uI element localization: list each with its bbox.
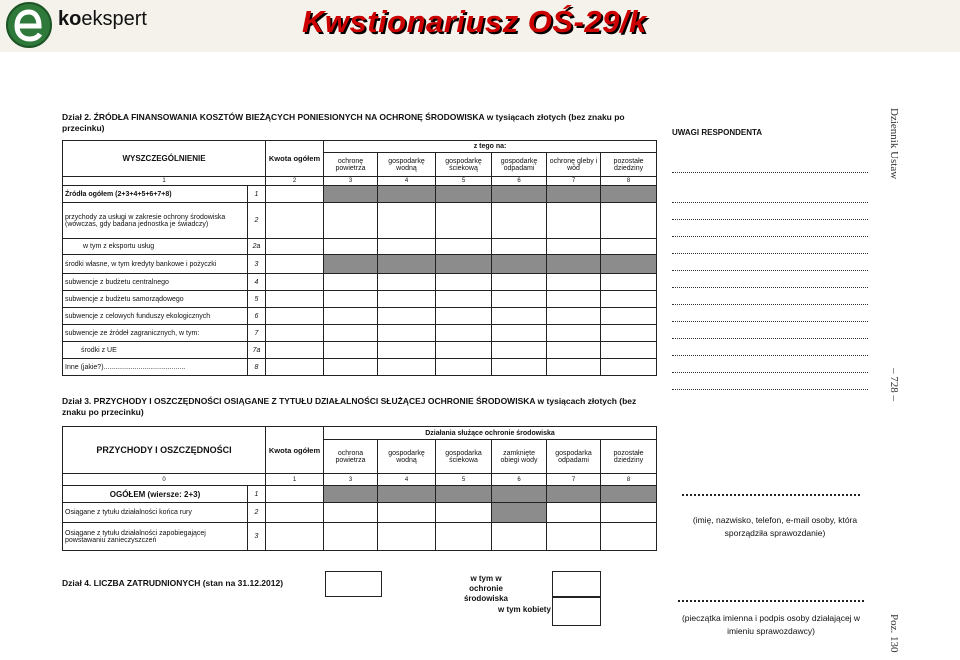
input-cell[interactable] (601, 274, 657, 291)
input-cell[interactable] (378, 291, 436, 308)
input-cell[interactable] (266, 342, 324, 359)
row-label: Osiągane z tytułu działalności zapobiegającej powstawaniu zanieczyszczeń (63, 523, 248, 551)
section3-heading: Dział 3. PRZYCHODY I OSZCZĘDNOŚCI OSIĄGANE Z TYTUŁU DZIAŁALNOŚCI SŁUŻĄCEJ OCHRONIE ŚRODOWISKA w tysiącach złotych (bez znaku po przecinku) (62, 396, 637, 417)
input-cell (436, 255, 492, 274)
table-row (63, 255, 657, 274)
col-number: 4 (378, 177, 436, 186)
row-number: 7a (248, 342, 266, 359)
row-number: 3 (248, 523, 266, 551)
input-cell[interactable] (266, 503, 324, 523)
input-cell[interactable] (324, 523, 378, 551)
remarks-line[interactable] (672, 202, 868, 203)
col-header-main: PRZYCHODY I OSZCZĘDNOŚCI (63, 427, 266, 474)
row-number: 4 (248, 274, 266, 291)
col-header-main: WYSZCZEGÓLNIENIE (63, 141, 266, 177)
input-cell[interactable] (266, 308, 324, 325)
input-cell[interactable] (601, 308, 657, 325)
input-cell[interactable] (266, 274, 324, 291)
input-cell[interactable] (492, 359, 547, 376)
input-cell[interactable] (436, 308, 492, 325)
subcol-header: pozostałe dziedziny (601, 440, 657, 474)
input-cell (436, 486, 492, 503)
koekspert-logo-icon (6, 2, 52, 48)
women-label: w tym kobiety (498, 605, 551, 614)
subcol-header: gospodarka ściekowa (436, 440, 492, 474)
section2-heading: Dział 2. ŹRÓDŁA FINANSOWANIA KOSZTÓW BIEŻĄCYCH PONIESIONYCH NA OCHRONĘ ŚRODOWISKA w tysiącach złotych (bez znaku po przecinku) (62, 112, 625, 133)
input-cell (324, 255, 378, 274)
row-label: subwencje z budżetu samorządowego (63, 291, 248, 308)
input-cell[interactable] (324, 274, 378, 291)
journal-margin-label: Dziennik Ustaw (888, 108, 900, 180)
row-number: 2 (248, 203, 266, 239)
col-number: 1 (63, 177, 266, 186)
remarks-line[interactable] (672, 338, 868, 339)
row-label: środki własne, w tym kredyty bankowe i pożyczki (63, 255, 248, 274)
input-cell[interactable] (266, 325, 324, 342)
col-header-total: Kwota ogółem (266, 141, 324, 177)
input-cell[interactable] (492, 342, 547, 359)
table-row (63, 308, 657, 325)
remarks-line[interactable] (672, 172, 868, 173)
remarks-line[interactable] (672, 270, 868, 271)
table-row (63, 342, 657, 359)
input-cell (601, 255, 657, 274)
input-cell[interactable] (378, 342, 436, 359)
position-margin: Poz. 130 (888, 614, 900, 653)
input-cell[interactable] (378, 523, 436, 551)
row-number: 8 (248, 359, 266, 376)
section4-heading: Dział 4. LICZBA ZATRUDNIONYCH (stan na 31.12.2012) (62, 578, 284, 588)
remarks-line[interactable] (672, 372, 868, 373)
table-row (63, 203, 657, 239)
row-label: subwencje z celowych funduszy ekologicznych (63, 308, 248, 325)
input-cell[interactable] (547, 342, 601, 359)
input-cell[interactable] (547, 325, 601, 342)
row-number: 7 (248, 325, 266, 342)
input-cell[interactable] (547, 274, 601, 291)
remarks-line[interactable] (672, 355, 868, 356)
input-cell[interactable] (601, 239, 657, 255)
input-cell[interactable] (547, 503, 601, 523)
input-cell[interactable] (492, 523, 547, 551)
col-number: 3 (324, 474, 378, 486)
row-number: 1 (248, 186, 266, 203)
input-cell[interactable] (547, 291, 601, 308)
subcol-header: gospodarkę odpadami (492, 153, 547, 177)
input-cell (436, 186, 492, 203)
col-number-row (63, 474, 657, 486)
input-cell (492, 503, 547, 523)
input-cell[interactable] (378, 239, 436, 255)
input-cell[interactable] (601, 523, 657, 551)
row-number: 1 (248, 486, 266, 503)
row-label: w tym z eksportu usług (63, 239, 248, 255)
input-cell[interactable] (378, 325, 436, 342)
input-cell (378, 486, 436, 503)
subcol-header: ochrona powietrza (324, 440, 378, 474)
input-cell[interactable] (492, 239, 547, 255)
row-label: Osiągane z tytułu działalności końca rury (63, 503, 248, 523)
input-cell[interactable] (547, 203, 601, 239)
section3-table (62, 426, 657, 551)
input-cell[interactable] (601, 342, 657, 359)
input-cell (378, 186, 436, 203)
table-row (63, 325, 657, 342)
input-cell[interactable] (266, 486, 324, 503)
remarks-line[interactable] (672, 389, 868, 390)
remarks-label: UWAGI RESPONDENTA (672, 128, 763, 137)
col-number: 6 (492, 177, 547, 186)
input-cell[interactable] (436, 291, 492, 308)
input-cell[interactable] (492, 291, 547, 308)
subcol-header: gospodarkę ściekową (436, 153, 492, 177)
input-cell (601, 486, 657, 503)
input-cell[interactable] (492, 203, 547, 239)
remarks-line[interactable] (672, 253, 868, 254)
input-cell[interactable] (378, 359, 436, 376)
subcol-header: zamknięte obiegi wody (492, 440, 547, 474)
brand-name: koekspert (58, 8, 147, 30)
input-cell[interactable] (547, 239, 601, 255)
input-cell[interactable] (266, 203, 324, 239)
table-row (63, 359, 657, 376)
section2-table (62, 140, 657, 376)
subcol-header: gospodarka odpadami (547, 440, 601, 474)
row-number: 2 (248, 503, 266, 523)
remarks-line[interactable] (672, 236, 868, 237)
col-number: 5 (436, 177, 492, 186)
input-cell[interactable] (378, 274, 436, 291)
input-cell (547, 255, 601, 274)
input-cell[interactable] (492, 325, 547, 342)
input-cell[interactable] (436, 325, 492, 342)
col-number: 3 (324, 177, 378, 186)
input-cell (547, 486, 601, 503)
input-cell[interactable] (436, 239, 492, 255)
header-banner (0, 0, 960, 52)
input-cell[interactable] (601, 203, 657, 239)
input-cell (492, 255, 547, 274)
stamp-caption: (pieczątka imienna i podpis osoby działającej w imieniu sprawozdawcy) (681, 613, 861, 636)
row-label: subwencje z budżetu centralnego (63, 274, 248, 291)
row-number: 6 (248, 308, 266, 325)
subcol-header: gospodarkę wodną (378, 440, 436, 474)
env-employees-label: w tym w ochronie środowiska (463, 574, 508, 603)
input-cell[interactable] (547, 359, 601, 376)
input-cell[interactable] (324, 291, 378, 308)
subcol-header: ochronę powietrza (324, 153, 378, 177)
col-number: 2 (266, 177, 324, 186)
col-number: 6 (492, 474, 547, 486)
input-cell[interactable] (547, 523, 601, 551)
row-label: Źródła ogółem (2+3+4+5+6+7+8) (63, 186, 248, 203)
input-cell[interactable] (436, 503, 492, 523)
col-header-total: Kwota ogółem (266, 427, 324, 474)
input-cell[interactable] (378, 308, 436, 325)
input-cell[interactable] (324, 359, 378, 376)
input-cell[interactable] (266, 359, 324, 376)
col-number: 8 (601, 474, 657, 486)
input-cell[interactable] (324, 503, 378, 523)
col-header-group: Działania służące ochronie środowiska (324, 427, 657, 440)
input-cell[interactable] (324, 203, 378, 239)
row-label: Inne (jakie?).......................................... (63, 359, 248, 376)
input-cell (492, 186, 547, 203)
subcol-header: ochronę gleby i wód (547, 153, 601, 177)
input-cell (324, 486, 378, 503)
remarks-line[interactable] (672, 321, 868, 322)
table-row (63, 523, 657, 551)
input-cell[interactable] (266, 255, 324, 274)
input-cell[interactable] (492, 274, 547, 291)
env-employees-field[interactable] (552, 571, 601, 598)
input-cell[interactable] (547, 308, 601, 325)
table-row (63, 486, 657, 503)
input-cell[interactable] (492, 308, 547, 325)
subcol-header: pozostałe dziedziny (601, 153, 657, 177)
input-cell[interactable] (378, 503, 436, 523)
input-cell[interactable] (266, 239, 324, 255)
input-cell[interactable] (436, 274, 492, 291)
input-cell (492, 486, 547, 503)
col-number: 7 (547, 474, 601, 486)
col-number-row (63, 177, 657, 186)
col-number: 4 (378, 474, 436, 486)
women-field[interactable] (552, 596, 601, 626)
input-cell[interactable] (601, 359, 657, 376)
row-label: OGÓŁEM (wiersze: 2+3) (63, 486, 248, 503)
row-label: subwencje ze źródeł zagranicznych, w tym: (63, 325, 248, 342)
input-cell[interactable] (266, 291, 324, 308)
page-number-margin: – 728 – (888, 368, 900, 401)
col-number: 5 (436, 474, 492, 486)
col-header-group: z tego na: (324, 141, 657, 153)
preparer-caption: (imię, nazwisko, telefon, e-mail osoby, która sporządziła sprawozdanie) (692, 515, 858, 538)
remarks-line[interactable] (672, 219, 868, 220)
input-cell[interactable] (266, 186, 324, 203)
remarks-line[interactable] (672, 304, 868, 305)
page-title: Kwstionariusz OŚ-29/k (302, 4, 647, 39)
input-cell[interactable] (324, 308, 378, 325)
input-cell[interactable] (324, 239, 378, 255)
remarks-line[interactable] (672, 287, 868, 288)
input-cell[interactable] (436, 359, 492, 376)
table-row (63, 503, 657, 523)
input-cell[interactable] (601, 291, 657, 308)
input-cell[interactable] (601, 325, 657, 342)
preparer-signature-line[interactable] (682, 494, 860, 496)
subcol-header: gospodarkę wodną (378, 153, 436, 177)
stamp-signature-line[interactable] (678, 600, 864, 602)
table-row (63, 186, 657, 203)
col-number: 8 (601, 177, 657, 186)
col-number: 7 (547, 177, 601, 186)
table-row (63, 291, 657, 308)
row-label: środki z UE (63, 342, 248, 359)
table-row (63, 239, 657, 255)
input-cell[interactable] (436, 203, 492, 239)
input-cell[interactable] (266, 523, 324, 551)
row-number: 5 (248, 291, 266, 308)
input-cell (601, 186, 657, 203)
input-cell (378, 255, 436, 274)
row-number: 3 (248, 255, 266, 274)
input-cell[interactable] (324, 325, 378, 342)
input-cell[interactable] (436, 342, 492, 359)
row-number: 2a (248, 239, 266, 255)
table-row (63, 274, 657, 291)
input-cell (324, 186, 378, 203)
col-number: 1 (266, 474, 324, 486)
input-cell (547, 186, 601, 203)
employees-total-field[interactable] (325, 571, 382, 597)
col-number: 0 (63, 474, 266, 486)
input-cell[interactable] (378, 203, 436, 239)
input-cell[interactable] (601, 503, 657, 523)
input-cell[interactable] (436, 523, 492, 551)
row-label: przychody za usługi w zakresie ochrony środowiska (wówczas, gdy badana jednostka je świadczy) (63, 203, 248, 239)
input-cell[interactable] (324, 342, 378, 359)
